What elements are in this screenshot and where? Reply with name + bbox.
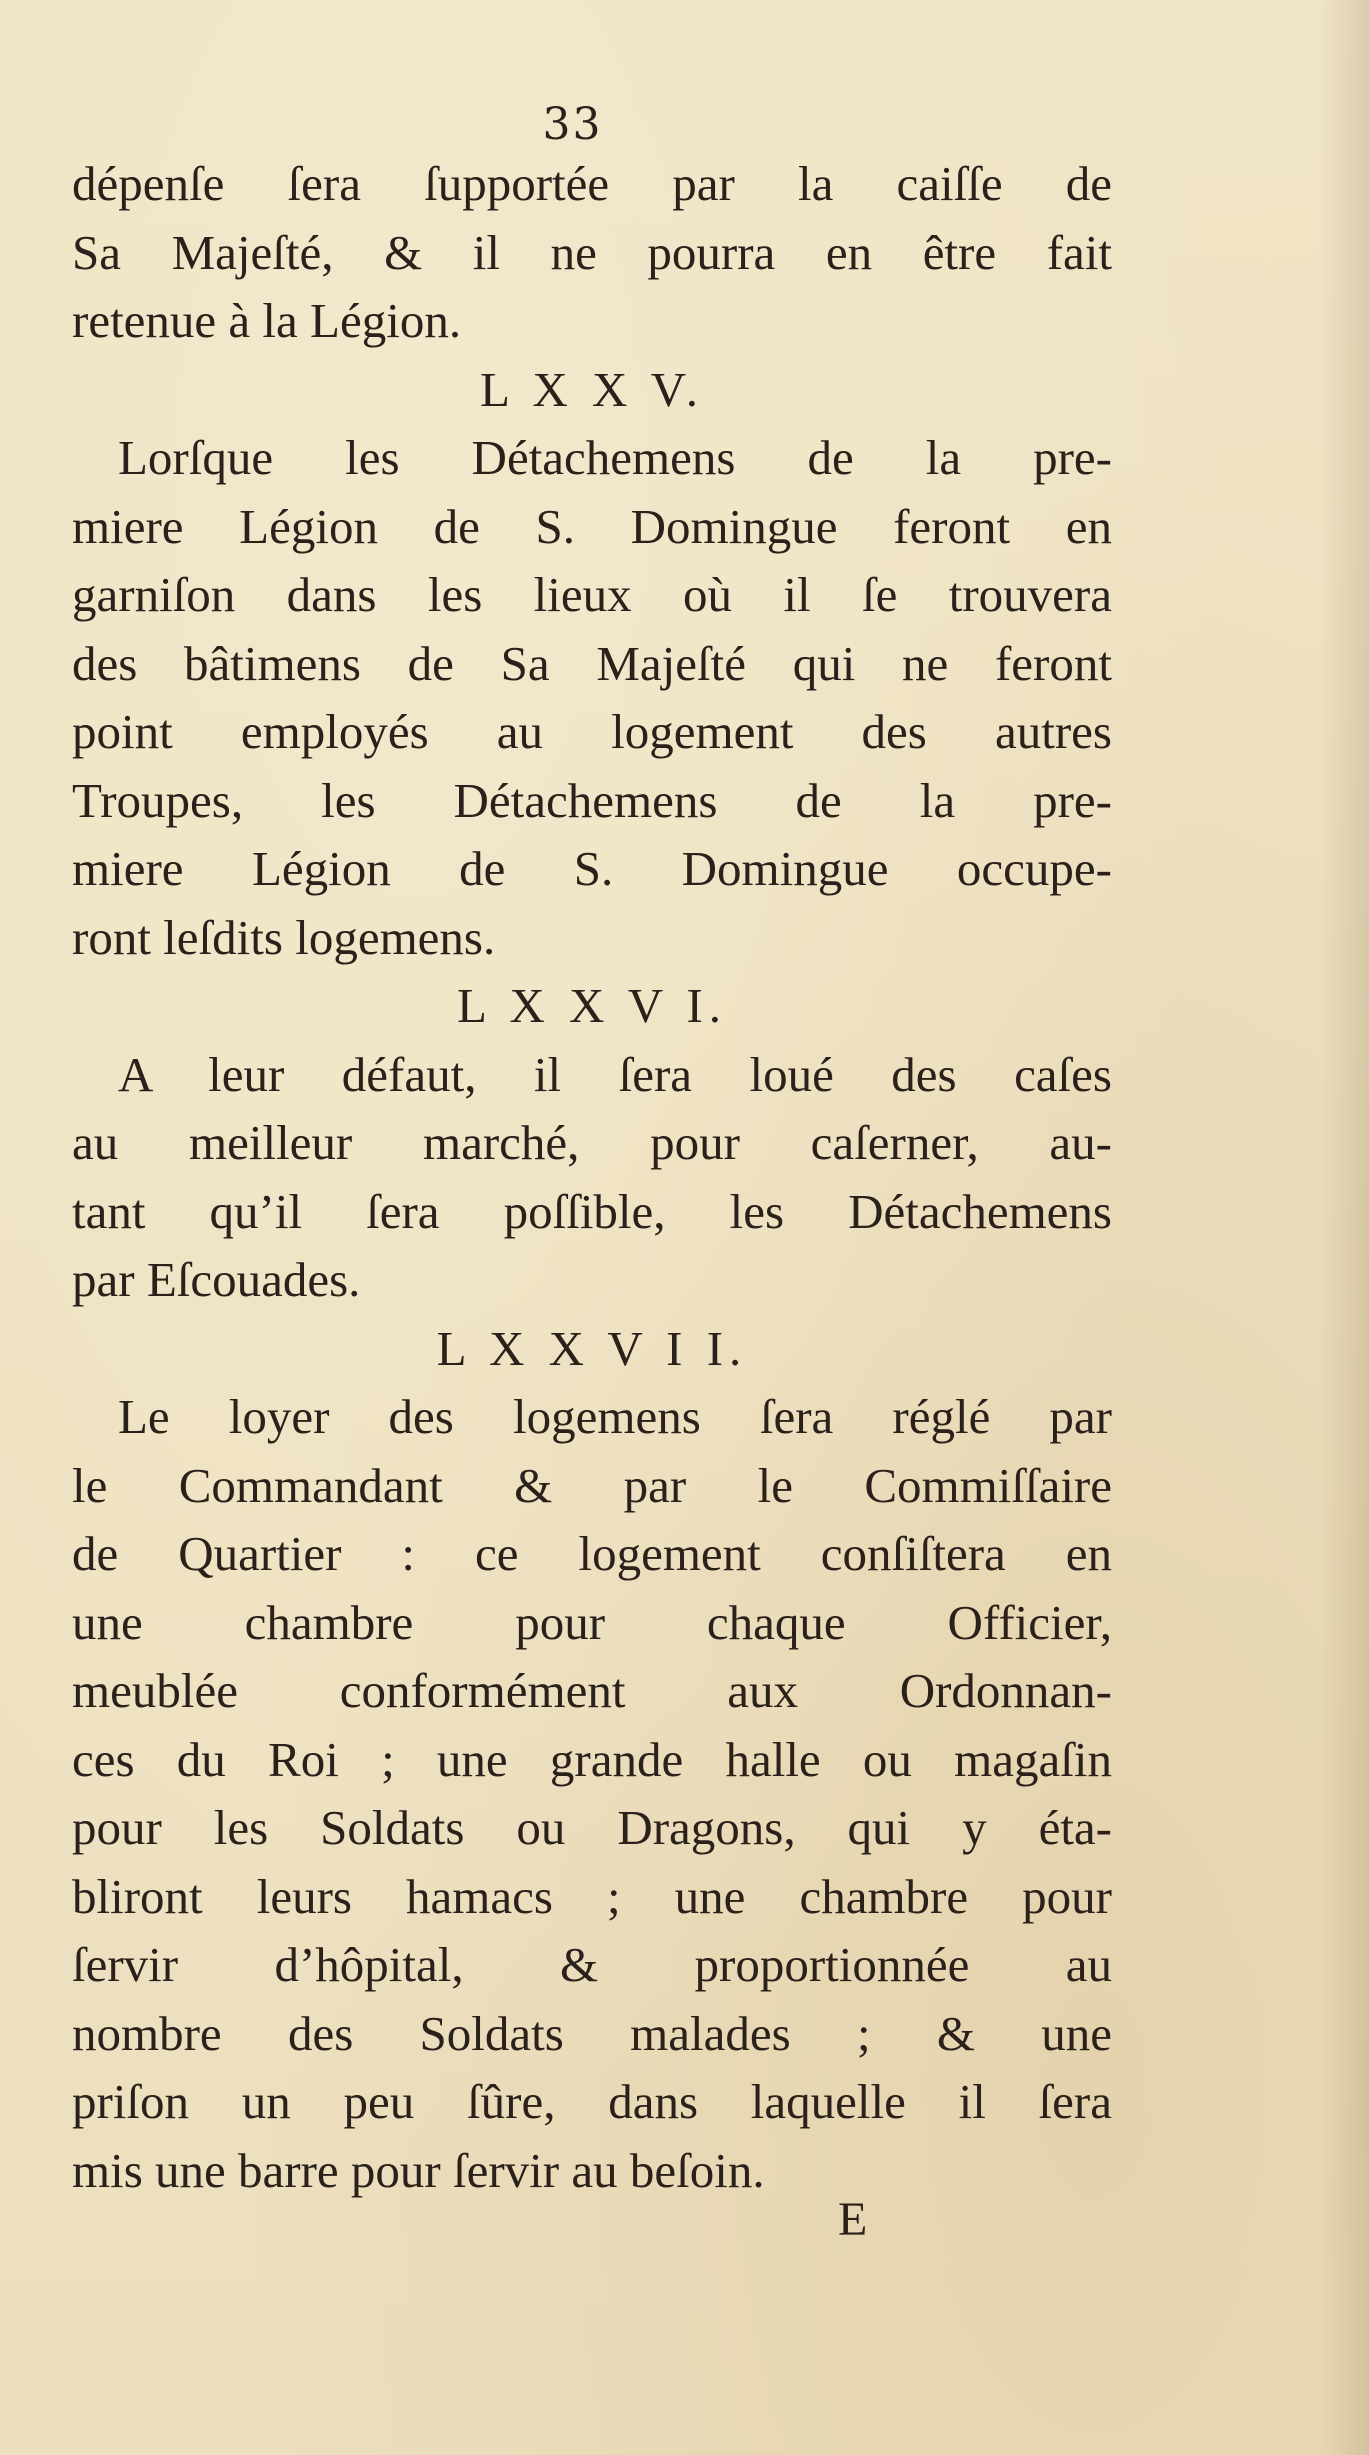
text-line: mis une barre pour ſervir au beſoin. [72,2142,765,2198]
text-line: retenue à la Légion. [72,293,462,348]
text-line: Troupes, les Détachemens de la pre- [72,772,1112,828]
text-line: meublée conformément aux Ordonnan- [72,1663,1112,1718]
text-line: miere Légion de S. Domingue occupe- [72,841,1112,896]
text-line: point employés au logement des autres [72,704,1112,759]
article-heading: L X X V I. [456,978,728,1033]
text-line: des bâtimens de Sa Majeſté qui ne feront [72,635,1112,691]
text-line: ces du Roi ; une grande halle ou magaſin [72,1731,1112,1787]
text-block [72,150,1112,2205]
text-line: bliront leurs hamacs ; une chambre pour [72,1868,1112,1924]
page-number: 33 [542,99,603,150]
text-line: Lorſque les Détachemens de la pre- [118,430,1112,485]
text-line: le Commandant & par le Commiſſaire [72,1457,1112,1513]
article-heading: L X X V I I. [436,1320,748,1376]
text-line: garniſon dans les lieux où il ſe trouvera [72,567,1112,622]
text-line: dépenſe ſera ſupportée par la caiſſe de [72,156,1112,211]
text-line: miere Légion de S. Domingue feront en [72,498,1112,554]
text-line: ront leſdits logemens. [72,909,496,965]
text-line: ſervir d’hôpital, & proportionnée au [72,1937,1112,1992]
text-line: pour les Soldats ou Dragons, qui y éta- [72,1800,1112,1855]
text-line: par Eſcouades. [72,1252,361,1307]
article-heading: L X X V. [479,361,705,417]
text-line: nombre des Soldats malades ; & une [72,2005,1112,2061]
text-line: de Quartier : ce logement conſiſtera en [72,1526,1112,1581]
text-line: tant qu’il ſera poſſible, les Détachemens [72,1183,1112,1239]
signature-mark: E [838,2193,868,2246]
text-line: au meilleur marché, pour caſerner, au- [72,1115,1112,1170]
text-line: une chambre pour chaque Officier, [72,1594,1112,1650]
page-edge-shadow [1319,0,1369,2455]
text-line: A leur défaut, il ſera loué des caſes [118,1046,1112,1102]
text-line: priſon un peu ſûre, dans laquelle il ſera [72,2074,1112,2129]
text-line: Le loyer des logemens ſera réglé par [118,1389,1112,1444]
text-line: Sa Majeſté, & il ne pourra en être fait [72,224,1112,280]
